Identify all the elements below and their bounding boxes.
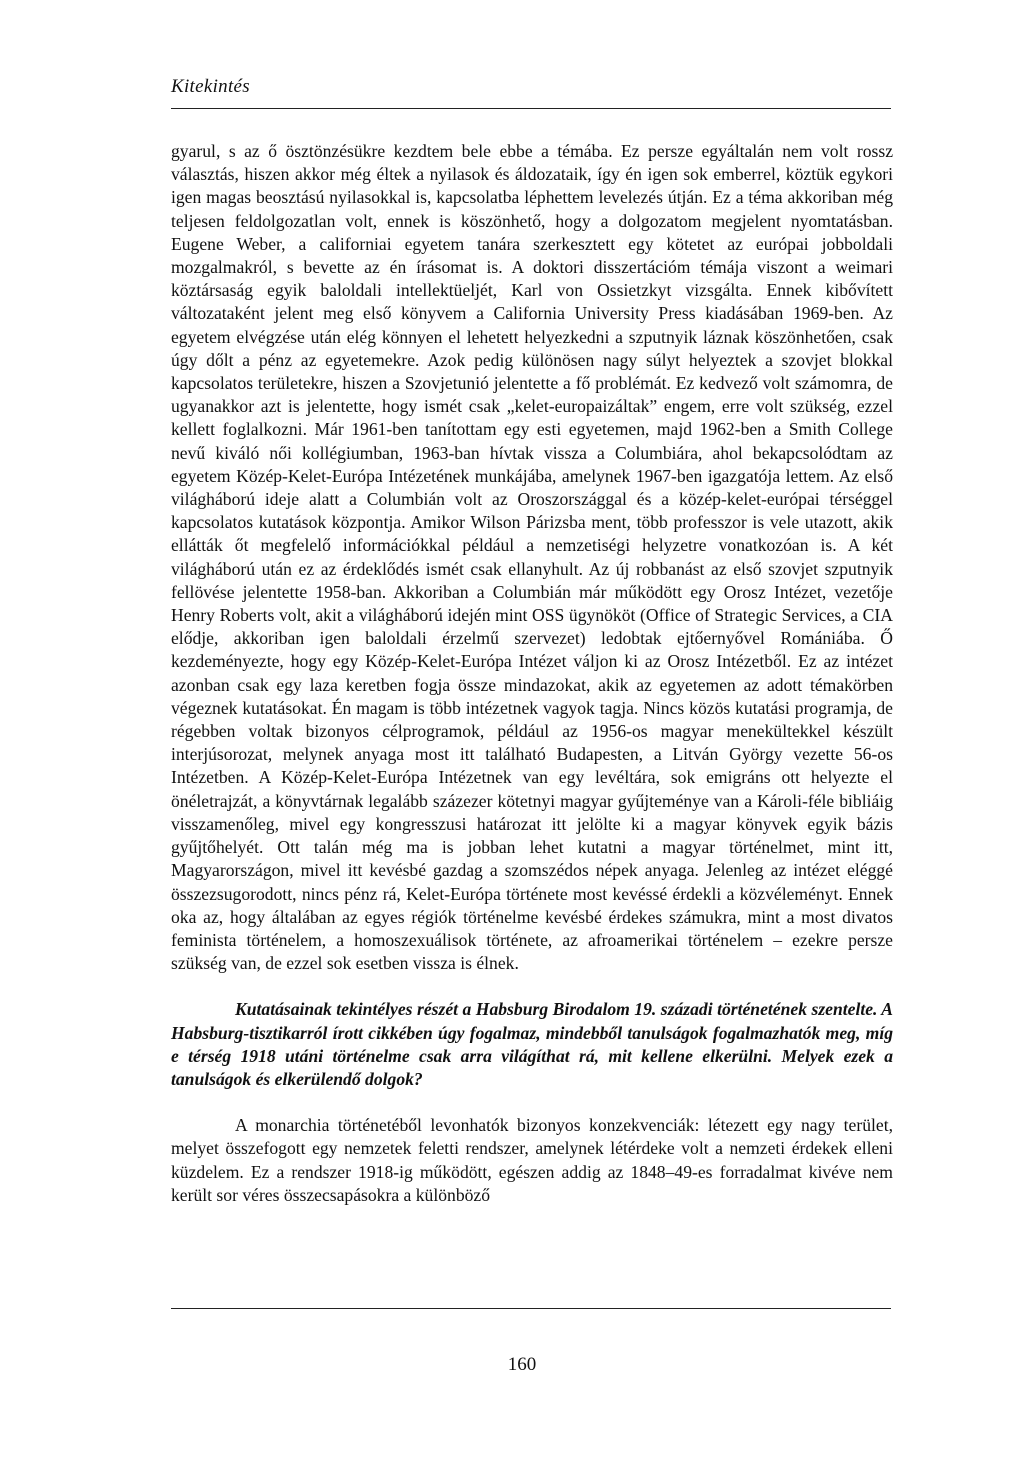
paragraph-answer: A monarchia történetéből levonhatók bizonyos konzekvenciák: létezett egy nagy terület, melyet összefogott egy nemzetek feletti rendszer, amelynek létérdeke volt a nemzeti érdekek elleni küzdelem. Ez a rendszer 1918-ig működött, egészen addig az 1848–49-es forradalmat kivéve nem került sor véres összecsapásokra a különböző [171,1115,893,1205]
paragraph-interview-response: gyarul, s az ő ösztönzésükre kezdtem bele ebbe a témába. Ez persze egyáltalán nem volt rossz választás, hiszen akkor még éltek a nyilasok és áldozataik, így én igen sok emberrel, köztük egykori igen magas beosztású nyilasokkal is, kapcsolatba léphettem levelezés útján. Ez a téma akkoriban még teljesen feldolgozatlan volt, ennek is köszönhető, hogy a dolgozatom megjelent nyomtatásban. Eugene Weber, a californiai egyetem tanára szerkesztett egy kötetet az európai jobboldali mozgalmakról, s bevette az én írásomat is. A doktori disszertációm témája viszont a weimari köztársaság egyik baloldali intellektüeljét, Karl von Ossietzkyt vizsgálta. Ennek kibővített változataként jelent meg első könyvem a California University Press kiadásában 1969-ben. Az egyetem elvégzése után elég könnyen el lehetett helyezkedni a szputnyik láznak köszönhetően, csak úgy dőlt a pénz az egyetemekre. Azok pedig különösen nagy súlyt helyeztek a szovjet blokkal kapcsolatos területekre, hiszen a Szovjetunió jelentette a fő problémát. Ez kedvező volt számomra, de ugyanakkor azt is jelentette, hogy ismét csak „kelet-europaizáltak” engem, erre volt szükség, ezzel kellett foglalkozni. Már 1961-ben tanítottam egy esti egyetemen, majd 1962-ben a Smith College nevű kiváló női kollégiumban, 1963-ban hívtak vissza a Columbiára, ahol bekapcsolódtam az egyetem Közép-Kelet-Európa Intézetének munkájába, amelynek 1967-ben igazgatója lettem. Az első világháború ideje alatt a Columbián volt az Oroszországgal és a közép-kelet-európai térséggel kapcsolatos kutatások központja. Amikor Wilson Párizsba ment, több professzor is vele utazott, akik ellátták őt megfelelő információkkal például a nemzetiségi helyzetre vonatkozóan is. A két világháború után ez az érdeklődés ismét csak ellanyhult. Az új robbanást az első szovjet szputnyik fellövése jelentette 1958-ban. Akkoriban a Columbián már működött egy Orosz Intézet, vezetője Henry Roberts volt, akit a világháború idején mint OSS ügynököt (Office of Strategic Services, a CIA elődje, akkoriban igen baloldali érzelmű szervezet) ledobtak ejtőernyővel Romániába. Ő kezdeményezte, hogy egy Közép-Kelet-Európa Intézet váljon ki az Orosz Intézetből. Ez az intézet azonban csak egy laza keretben fogja össze mindazokat, akik az egyetemen az adott témakörben végeznek kutatásokat. Én magam is több intézetnek vagyok tagja. Nincs közös kutatási programja, de régebben voltak bizonyos célprogramok, például az 1956-os magyar menekültekkel készült interjúsorozat, melynek anyaga most itt található Budapesten, a Litván György vezette 56-os Intézetben. A Közép-Kelet-Európa Intézetnek van egy levéltára, sok emigráns ott helyezte el önéletrajzát, a könyvtárnak legalább százezer kötetnyi magyar gyűjteménye van a Károli-féle bibliáig visszamenőleg, mivel egy kongresszusi határozat itt jelölte ki a magyar könyvek egyik bázis gyűjtőhelyét. Ott talán még ma is jobban lehet kutatni a magyar történelmet, mint itt, Magyarországon, mivel itt kevésbé gazdag a szomszédos népek anyaga. Jelenleg az intézet eléggé összezsugorodott, nincs pénz rá, Kelet-Európa története most kevéssé érdekli a közvéleményt. Ennek oka az, hogy általában az egyes régiók történelme kevésbé érdekes számukra, mint a most divatos feminista történelem, a homoszexuálisok története, az afroamerikai történelem – ezekre persze szükség van, de ezzel sok esetben vissza is élnek. [171,141,893,974]
header-rule [171,108,891,109]
interview-question: Kutatásainak tekintélyes részét a Habsburg Birodalom 19. századi történetének szentelte. A Habsburg-tisztikarról írott cikkében úgy fogalmaz, mindebből tanulságok fogalmazhatók meg, míg e térség 1918 utáni történelme csak arra világíthat rá, mit kellene elkerülni. Melyek ezek a tanulságok és elkerülendő dolgok? [171,999,893,1089]
page-number: 160 [507,1354,537,1375]
running-header: Kitekintés [171,76,250,97]
footer-rule [171,1308,891,1309]
body-text [171,140,893,1207]
